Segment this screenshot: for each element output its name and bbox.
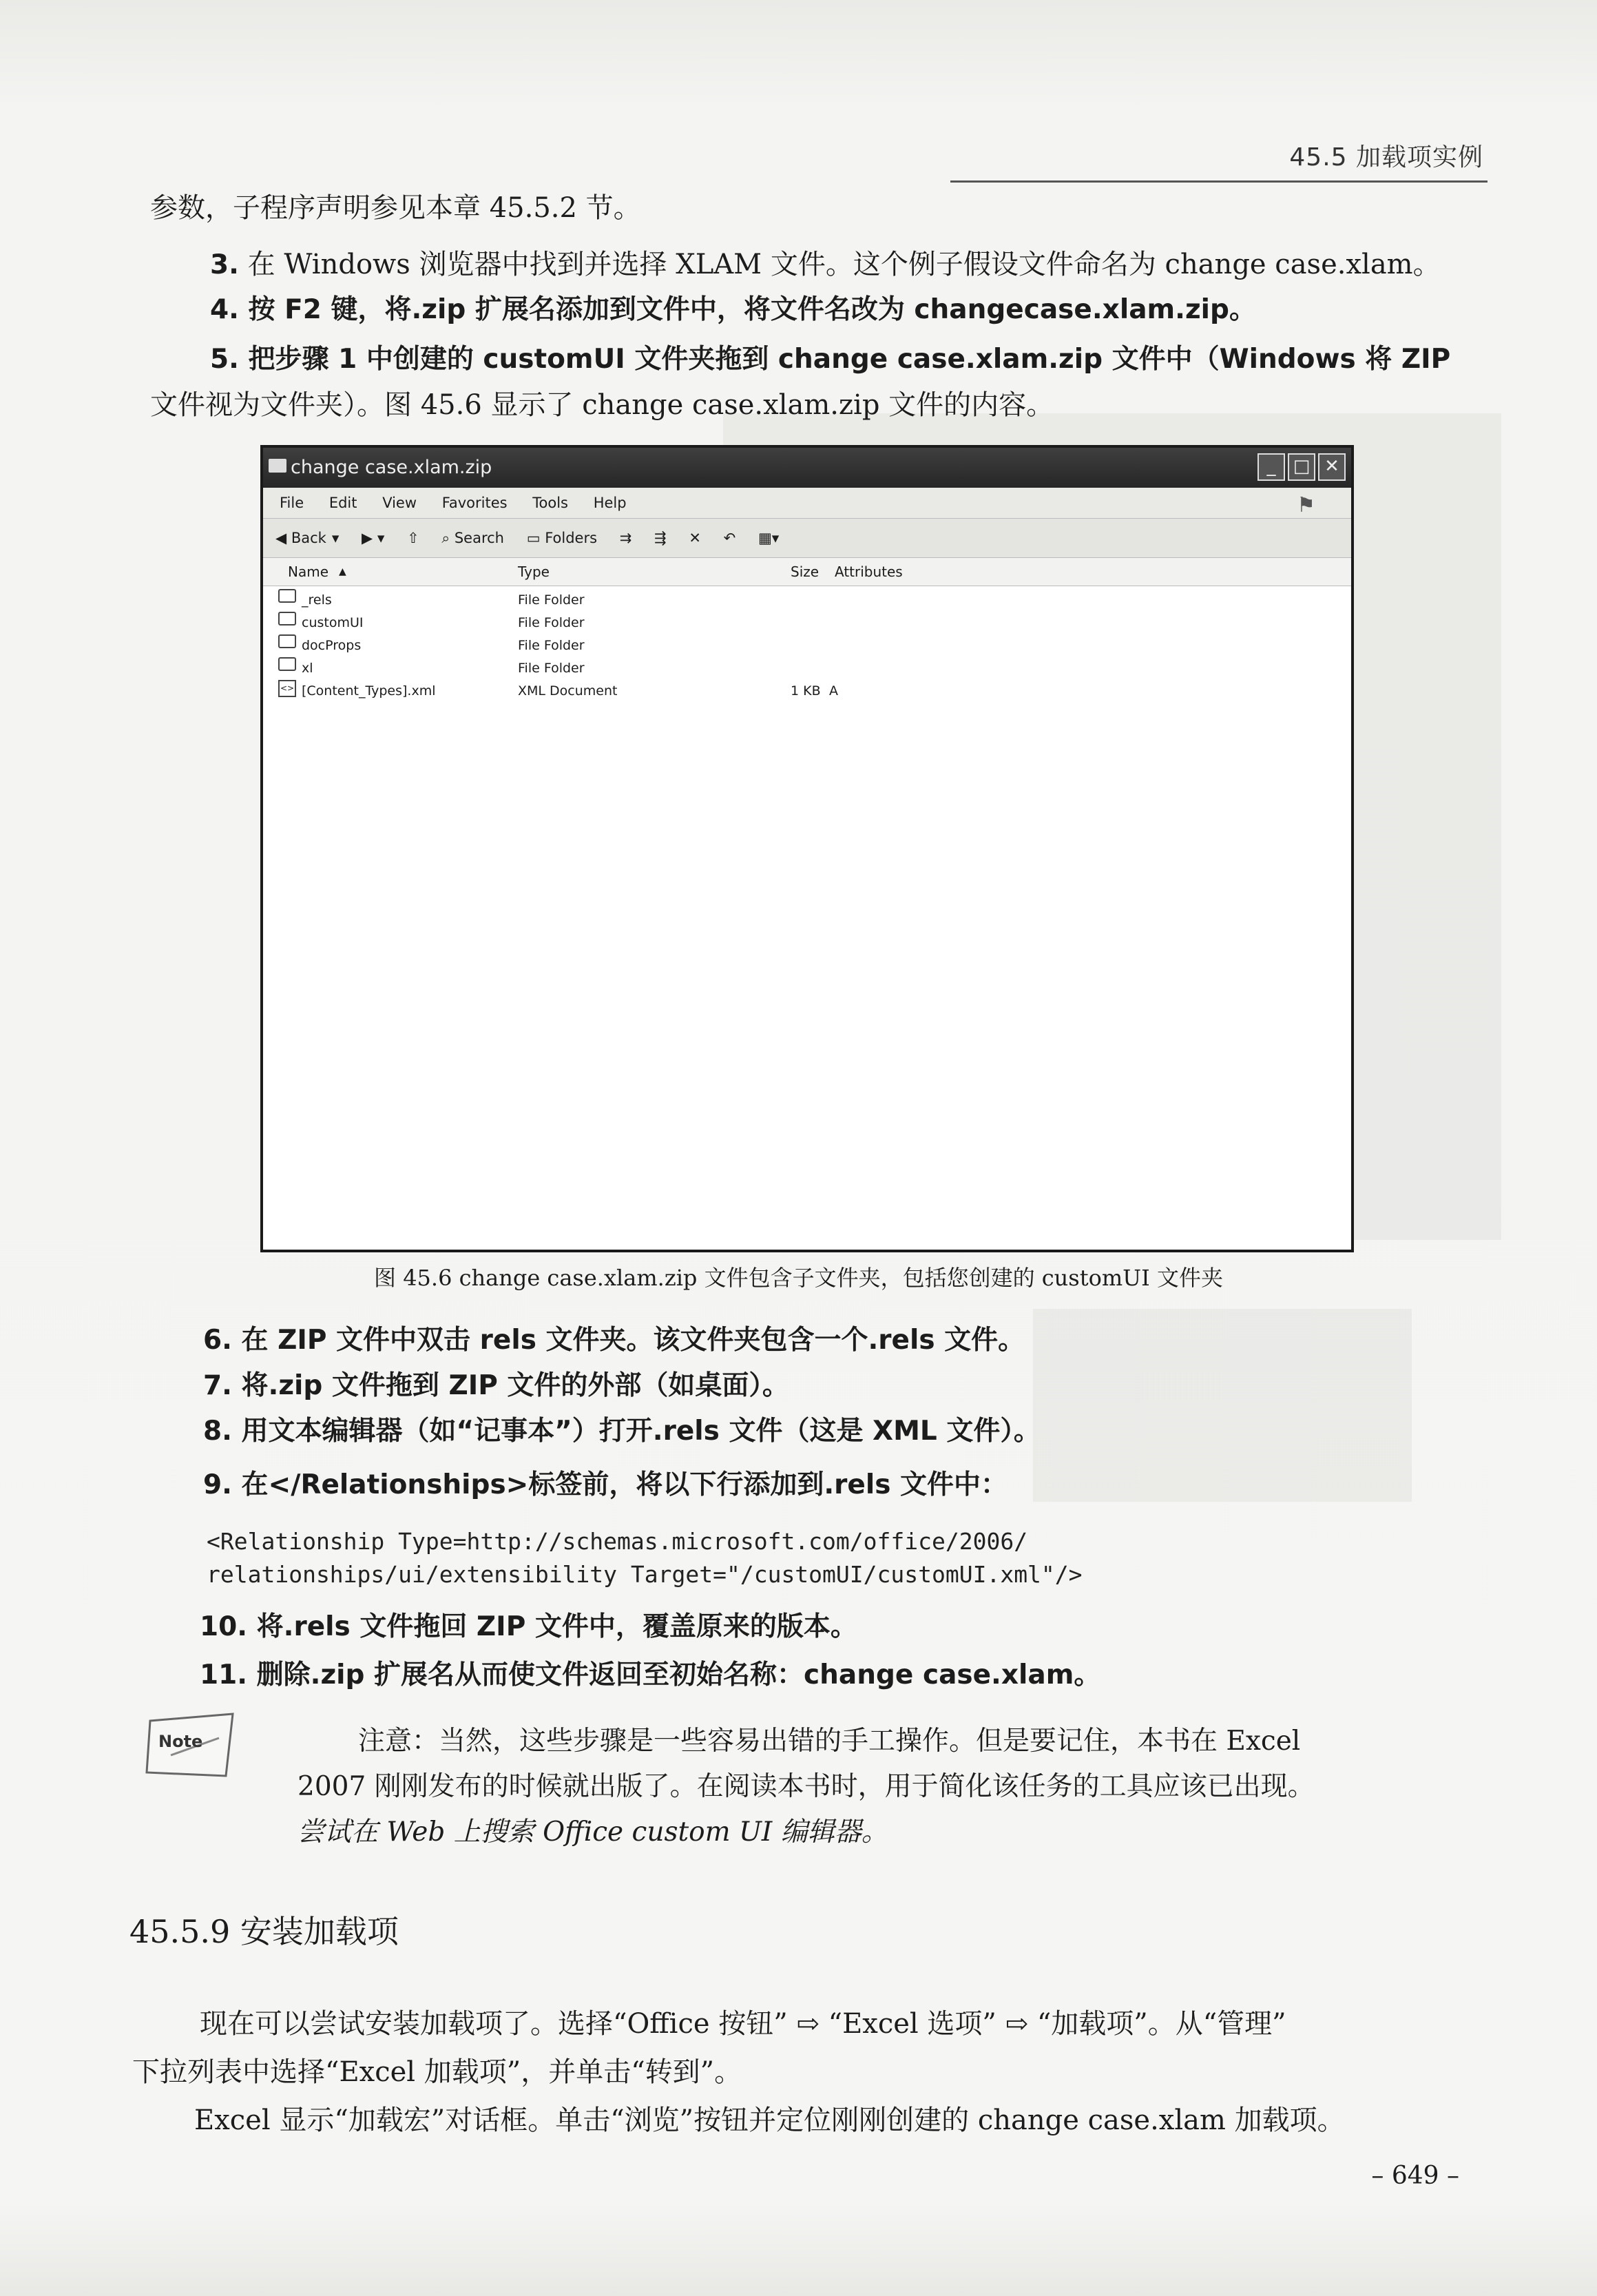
column-size[interactable]: Size [791, 563, 820, 580]
column-type[interactable]: Type [518, 563, 550, 580]
file-row[interactable] [263, 657, 1351, 680]
back-label: Back [291, 530, 326, 546]
menu-view[interactable]: View [382, 495, 417, 511]
file-type: File Folder [518, 661, 585, 676]
folder-icon [278, 657, 296, 671]
copy-to-icon[interactable]: ⇶ [654, 530, 667, 546]
forward-button[interactable]: ▶ ▾ [362, 530, 385, 546]
menu-tools[interactable]: Tools [532, 495, 568, 511]
note-line-1: 注意：当然，这些步骤是一些容易出错的手工操作。但是要记住，本书在 Excel [358, 1726, 1301, 1757]
file-row[interactable] [263, 634, 1351, 657]
step-5-line-2: 文件视为文件夹）。图 45.6 显示了 change case.xlam.zip 文件的内容。 [150, 389, 1054, 421]
views-icon[interactable]: ▦▾ [758, 530, 780, 546]
menu-file[interactable]: File [280, 495, 304, 511]
column-header [263, 558, 1351, 586]
step-9: 9. 在</Relationships>标签前，将以下行添加到.rels 文件中： [203, 1469, 1008, 1500]
note-line-2: 2007 刚刚发布的时候就出版了。在阅读本书时，用于简化该任务的工具应该已出现。 [298, 1771, 1315, 1802]
folder-icon [278, 612, 296, 625]
file-name: customUI [302, 615, 364, 630]
file-name: docProps [302, 638, 362, 653]
file-attributes: A [829, 683, 838, 699]
search-label: Search [454, 530, 504, 546]
file-size: 1 KB [791, 683, 821, 699]
move-to-icon[interactable]: ⇉ [619, 530, 632, 546]
code-line-2: relationships/ui/extensibility Target="/customUI/customUI.xml"/> [207, 1561, 1083, 1588]
step-7: 7. 将.zip 文件拖到 ZIP 文件的外部（如桌面）。 [203, 1370, 789, 1401]
explorer-window-figure [260, 445, 1354, 1252]
toolbar [263, 519, 1351, 558]
menu-help[interactable]: Help [593, 495, 627, 511]
close-icon[interactable]: ✕ [1318, 453, 1346, 481]
file-row[interactable] [263, 680, 1351, 703]
menu-bar [263, 488, 1351, 519]
folder-icon [278, 634, 296, 648]
step-11: 11. 删除.zip 扩展名从而使文件返回至初始名称：change case.xlam。 [200, 1659, 1101, 1690]
code-line-1: <Relationship Type=http://schemas.microsoft.com/office/2006/ [207, 1528, 1028, 1555]
up-folder-icon[interactable]: ⇧ [407, 530, 419, 546]
bleed-through-shade [1033, 1309, 1412, 1502]
folders-label: Folders [545, 530, 598, 546]
step-3-number: 3. [210, 249, 239, 280]
folder-icon [278, 589, 296, 603]
file-type: File Folder [518, 615, 585, 630]
maximize-icon[interactable]: □ [1288, 453, 1315, 481]
running-header: 45.5 加载项实例 [1289, 143, 1483, 172]
step-6: 6. 在 ZIP 文件中双击 rels 文件夹。该文件夹包含一个.rels 文件。 [203, 1325, 1025, 1356]
file-row[interactable] [263, 612, 1351, 634]
note-icon [143, 1707, 240, 1783]
column-attributes[interactable]: Attributes [835, 563, 903, 580]
column-name[interactable]: Name [288, 563, 329, 580]
header-rule [950, 180, 1488, 183]
delete-icon[interactable]: ✕ [689, 530, 701, 546]
section-paragraph-2: Excel 显示“加载宏”对话框。单击“浏览”按钮并定位刚刚创建的 change case.xlam 加载项。 [194, 2104, 1345, 2136]
undo-icon[interactable]: ↶ [723, 530, 736, 546]
step-3-text: 在 Windows 浏览器中找到并选择 XLAM 文件。这个例子假设文件命名为 change case.xlam。 [247, 249, 1441, 280]
file-type: File Folder [518, 638, 585, 653]
file-name: xl [302, 661, 313, 676]
step-8: 8. 用文本编辑器（如“记事本”）打开.rels 文件（这是 XML 文件）。 [203, 1416, 1041, 1447]
paragraph-continuation: 参数，子程序声明参见本章 45.5.2 节。 [150, 192, 641, 224]
menu-edit[interactable]: Edit [328, 495, 357, 511]
step-5-line-1: 5. 把步骤 1 中创建的 customUI 文件夹拖到 change case.xlam.zip 文件中（Windows 将 ZIP [210, 344, 1451, 375]
section-paragraph-1-line-2: 下拉列表中选择“Excel 加载项”，并单击“转到”。 [132, 2056, 742, 2088]
search-button[interactable]: ⌕ Search [441, 530, 504, 546]
minimize-icon[interactable]: _ [1257, 453, 1285, 481]
xml-file-icon: <> [278, 680, 296, 697]
page-number: – 649 – [1371, 2162, 1459, 2190]
window-titlebar [263, 448, 1351, 488]
step-3 [210, 242, 1441, 287]
note-line-3 [298, 1810, 888, 1854]
window-title: change case.xlam.zip [291, 457, 492, 478]
file-name: [Content_Types].xml [302, 683, 436, 699]
section-paragraph-1-line-1: 现在可以尝试安装加载项了。选择“Office 按钮” ⇨ “Excel 选项” ⇨ “加载项”。从“管理” [200, 2008, 1286, 2040]
folders-button[interactable]: ▭ Folders [526, 530, 598, 546]
note-icon-label: Note [158, 1732, 203, 1751]
windows-logo-icon: ⚑ [1297, 493, 1315, 517]
file-type: XML Document [518, 683, 618, 699]
step-10: 10. 将.rels 文件拖回 ZIP 文件中，覆盖原来的版本。 [200, 1611, 857, 1642]
file-row[interactable] [263, 589, 1351, 612]
sort-ascending-icon: ▲ [339, 566, 346, 577]
note-line-3-text: 尝试在 Web 上搜索 Office custom UI 编辑器。 [298, 1817, 888, 1848]
back-button[interactable]: ◀ Back ▾ [275, 530, 340, 546]
section-heading: 45.5.9 安装加载项 [129, 1913, 399, 1950]
file-type: File Folder [518, 592, 585, 608]
step-4: 4. 按 F2 键，将.zip 扩展名添加到文件中，将文件名改为 changecase.xlam.zip。 [210, 294, 1256, 325]
folder-icon [269, 459, 286, 473]
menu-favorites[interactable]: Favorites [441, 495, 508, 511]
file-name: _rels [302, 592, 332, 608]
figure-caption: 图 45.6 change case.xlam.zip 文件包含子文件夹，包括您创建的 customUI 文件夹 [374, 1265, 1223, 1291]
